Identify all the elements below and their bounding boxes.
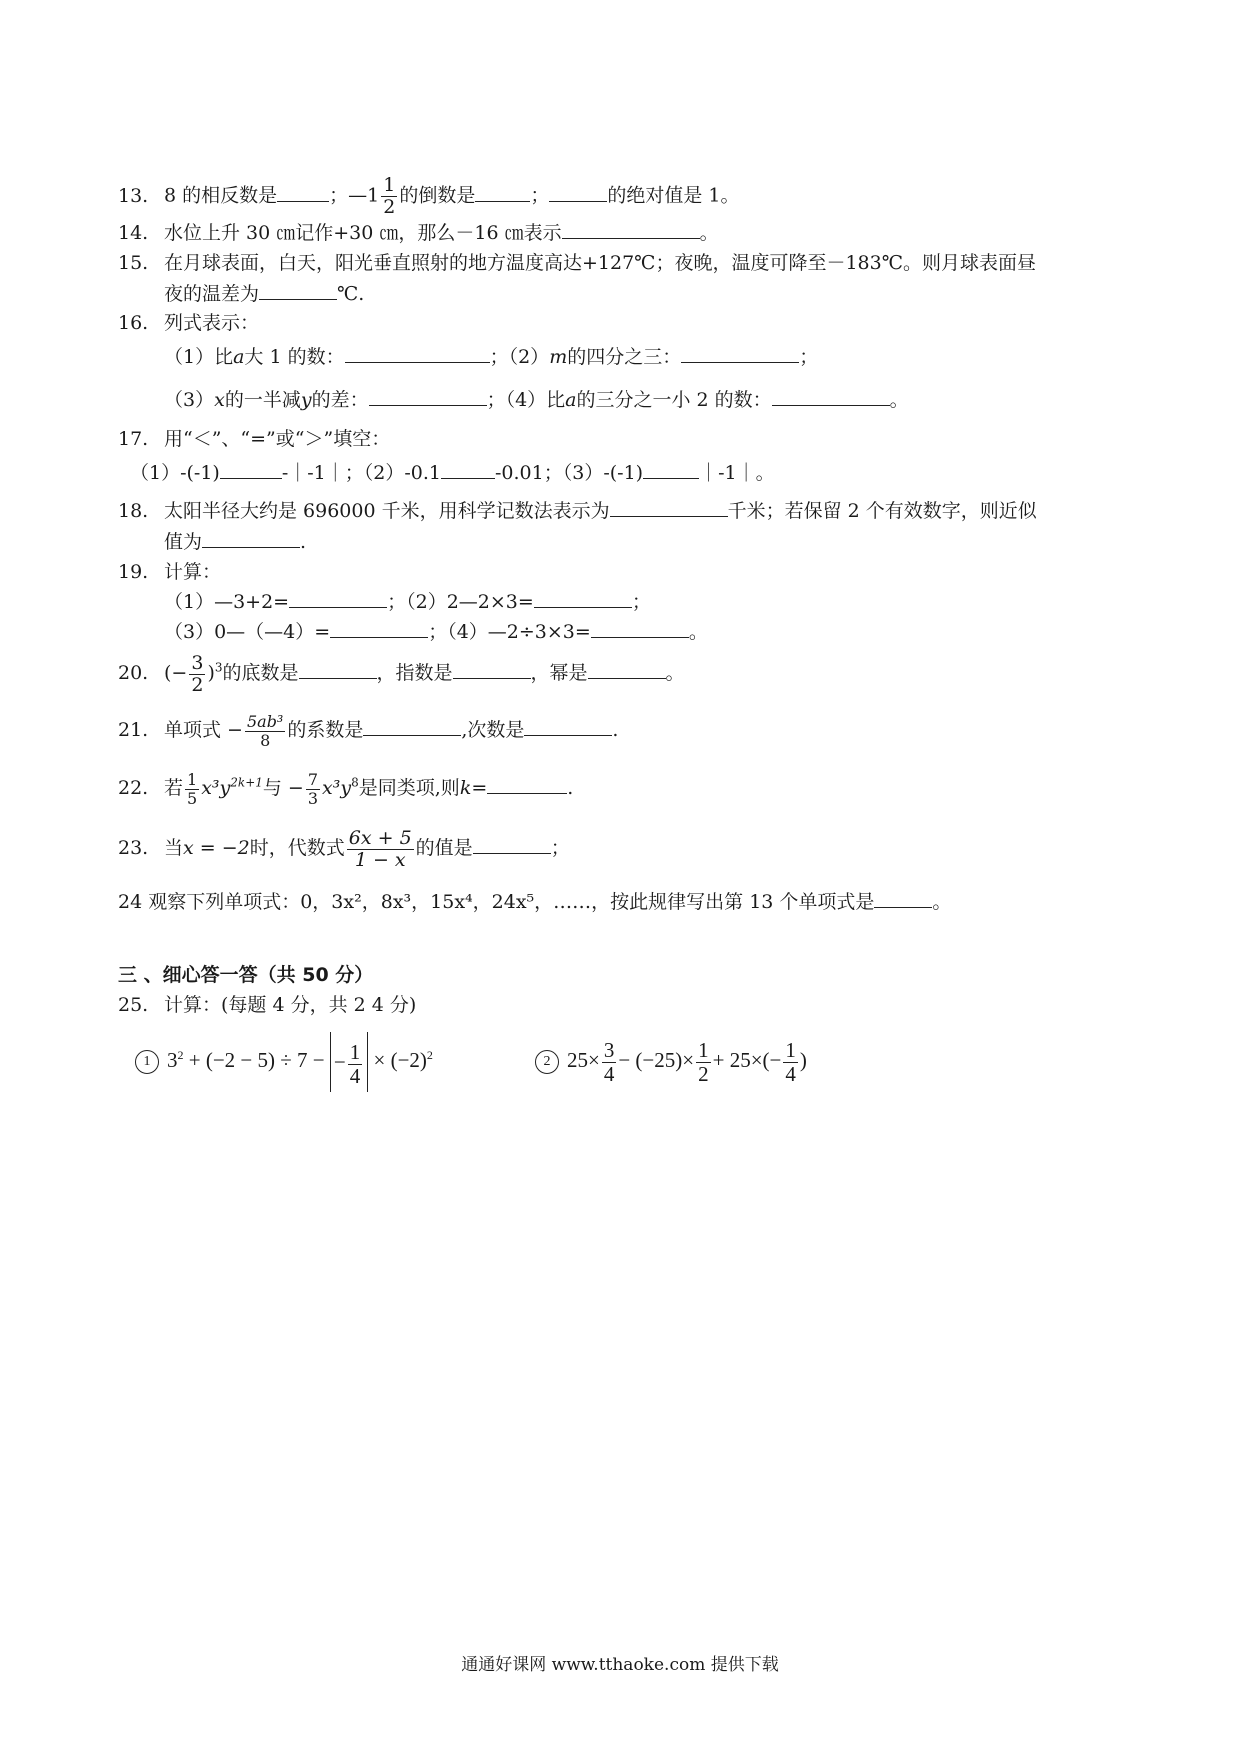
- question-16-line2: （3）x的一半减y的差： ；（4）比a的三分之一小 2 的数： 。: [118, 385, 1174, 415]
- answer-blank[interactable]: [487, 773, 567, 794]
- fraction: $\frac{\text{5ab³}}{8}$: [246, 711, 284, 750]
- answer-blank[interactable]: [591, 617, 689, 638]
- fraction: $\frac{1}{2}$: [698, 1037, 709, 1086]
- question-16: 16. 列式表示：: [118, 312, 260, 334]
- question-23: 23. 当x = −2时，代数式 $\frac{6x + 5}{1 - x}$ 的值是 ；: [118, 826, 570, 871]
- footer-credit: 通通好课网 www.tthaoke.com 提供下载: [461, 1655, 779, 1675]
- question-13: 13. 8 的相反数是 ；—1 $\frac{1}{2}$ 的倒数是 ； 的绝对值是 1。: [118, 174, 740, 218]
- answer-blank[interactable]: [534, 587, 632, 608]
- question-14: 14. 水位上升 30 ㎝记作+30 ㎝，那么－16 ㎝表示 。: [118, 218, 1128, 248]
- answer-blank[interactable]: [475, 181, 530, 202]
- question-17: 17. 用“＜”、“=”或“＞”填空：: [118, 428, 391, 450]
- answer-blank[interactable]: [220, 458, 282, 479]
- answer-blank[interactable]: [202, 527, 300, 548]
- question-20: 20. (− $\frac{3}{2}$ )$^3$的底数是 ，指数是 ，幂是 。: [118, 651, 685, 696]
- answer-blank[interactable]: [549, 181, 607, 202]
- answer-blank[interactable]: [259, 279, 337, 300]
- fraction: $\frac{6x + 5}{1 - x}$: [348, 826, 412, 871]
- answer-blank[interactable]: [562, 218, 700, 239]
- question-25: 25. 计算：(每题 4 分，共 2 4 分): [118, 994, 417, 1016]
- question-19-line2: （3）0—（—4）= ；（4）—2÷3×3= 。: [118, 617, 1174, 647]
- answer-blank[interactable]: [277, 181, 329, 202]
- answer-blank[interactable]: [643, 458, 699, 479]
- expression-1: 1 $3^2 + (-2 - 5) \div 7$ − − $\frac{1}{4}$ × $(-2)^2$: [135, 1030, 1145, 1092]
- answer-blank[interactable]: [681, 342, 799, 363]
- question-24: 24 观察下列单项式：0，3x²，8x³，15x⁴，24x⁵，……，按此规律写出第 13 个单项式是 。: [118, 887, 1128, 917]
- answer-blank[interactable]: [345, 342, 490, 363]
- answer-blank[interactable]: [610, 496, 728, 517]
- question-19: 19. 计算：: [118, 561, 222, 583]
- answer-blank[interactable]: [473, 833, 551, 854]
- fraction: $\frac{3}{4}$: [603, 1037, 615, 1086]
- fraction: $\frac{1}{4}$: [785, 1037, 796, 1086]
- absolute-value: − $\frac{1}{4}$: [330, 1032, 368, 1092]
- fraction: $\frac{1}{2}$: [383, 174, 396, 218]
- question-19-line1: （1）—3+2= ；（2）2—2×3= ；: [118, 587, 1174, 617]
- fraction: $\frac{1}{4}$: [349, 1039, 361, 1088]
- answer-blank[interactable]: [299, 658, 377, 679]
- answer-blank[interactable]: [330, 617, 428, 638]
- answer-blank[interactable]: [289, 587, 387, 608]
- answer-blank[interactable]: [363, 715, 461, 736]
- answer-blank[interactable]: [369, 385, 487, 406]
- answer-blank[interactable]: [453, 658, 531, 679]
- circled-number: 2: [535, 1050, 559, 1074]
- question-21: 21. 单项式 − $\frac{\text{5ab³}}{8}$ 的系数是 ,次数是 .: [118, 711, 619, 750]
- fraction: $\frac{3}{2}$: [191, 651, 204, 696]
- fraction: $\frac{1}{5}$: [187, 769, 198, 808]
- question-15: 15. 在月球表面，白天，阳光垂直照射的地方温度高达+127℃；夜晚，温度可降至－183℃。则月球表面昼: [118, 252, 1036, 274]
- question-18: 18. 太阳半径大约是 696000 千米，用科学记数法表示为 千米；若保留 2 个有效数字，则近似: [118, 496, 1128, 526]
- question-22: 22. 若 $\frac{1}{5}$ $x^3y^{2k+1}$与 − $\frac{7}{3}$ $x^3y^8$是同类项,则k= .: [118, 769, 574, 808]
- answer-blank[interactable]: [524, 715, 612, 736]
- answer-blank[interactable]: [441, 458, 495, 479]
- expression-2: 2 25× $\frac{3}{4}$ − (−25)× $\frac{1}{2}$ + 25×(− $\frac{1}{4}$ ): [535, 1030, 1095, 1090]
- question-16-line1: （1）比a大 1 的数： ；（2）m的四分之三： ；: [118, 342, 1174, 372]
- answer-blank[interactable]: [588, 658, 666, 679]
- fraction: $\frac{7}{3}$: [307, 769, 319, 808]
- question-17-line: （1）-(-1) -｜-1｜；（2）-0.1 -0.01；（3）-(-1) ｜-1｜。: [130, 458, 1140, 488]
- answer-blank[interactable]: [772, 385, 890, 406]
- question-15-line2: 夜的温差为 ℃.: [118, 279, 1174, 309]
- section-heading: 三 、细心答一答（共 50 分）: [118, 964, 374, 986]
- question-18-line2: 值为 .: [118, 527, 1174, 557]
- answer-blank[interactable]: [874, 887, 932, 908]
- circled-number: 1: [135, 1050, 159, 1074]
- question-number: 13.: [118, 184, 149, 207]
